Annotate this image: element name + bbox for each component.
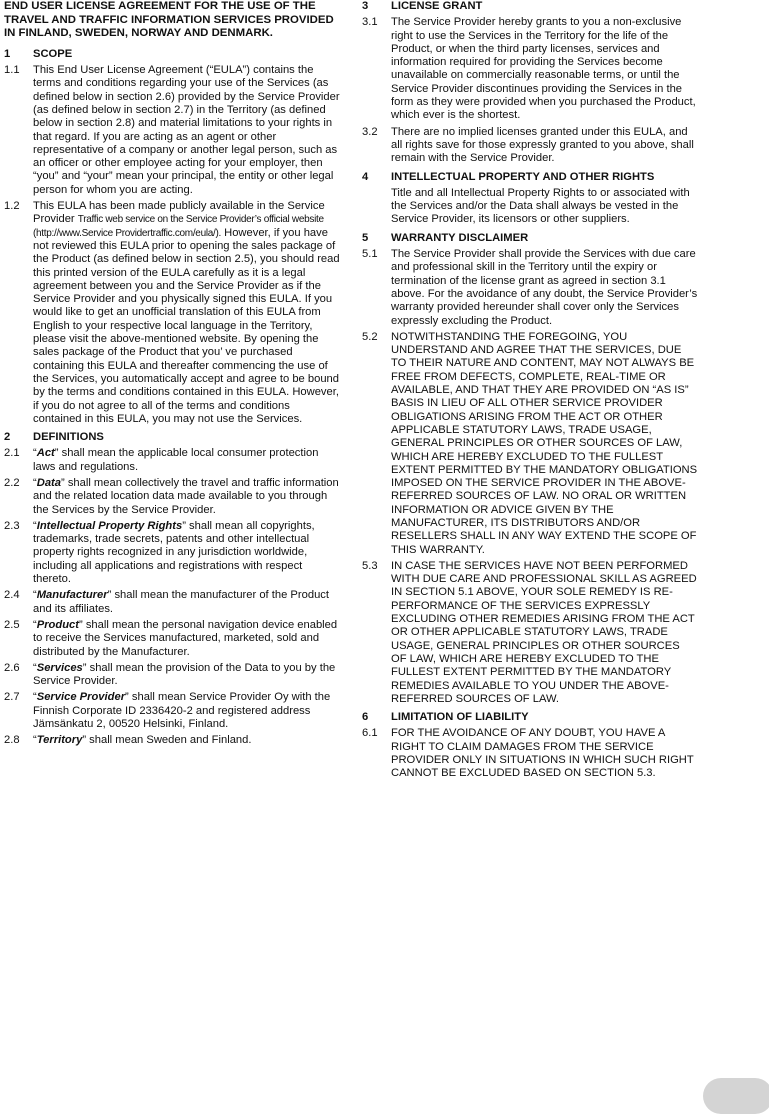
defined-term: Services [36,661,83,674]
condensed-text: Traffic web service on the Service Provider’s official website (http://www.Service Providertraffic.com/eula/). [33,214,324,239]
clause-5-2 [362,331,698,557]
section-title: SCOPE [33,47,73,60]
open-quote: “ [33,447,37,460]
section-number: 2 [4,431,11,444]
definition-body [33,477,340,517]
clause-number: 2.4 [4,589,20,602]
clause-text: This End User License Agreement (“EULA”) contains the terms and conditions regarding your use of the Services (as defined below in section 2.6) provided by the Service Provider (as defined below in section 2.7) in the Territory (as defined below in section 2.8) and material limitations to your rights in that regard. If you are acting as an agent or other representative of a company or another legal person, such as an officer or other employee acting for your employer, then “you” and “your” mean your principal, the entity or other legal person for whom you are acting. [33,64,340,196]
definition-body [33,589,340,616]
clause-number: 2.3 [4,519,20,532]
section-title: DEFINITIONS [33,431,104,444]
definition-service-provider [4,691,340,731]
definition-body [33,662,340,689]
clause-number: 6.1 [362,727,378,740]
clause-3-2 [362,126,698,166]
definition-text: ” shall mean the provision of the Data to you by the Service Provider. [33,661,336,688]
definition-text: ” shall mean collectively the travel and traffic information and the related location data made available to you through the Services by the Service Provider. [33,476,339,516]
definition-text: ” shall mean the personal navigation device enabled to receive the Services manufactured, marketed, sold and distributed by the Manufacturer. [33,618,338,658]
clause-number: 2.5 [4,618,20,631]
defined-term: Manufacturer [36,589,108,602]
clause-number: 3.1 [362,16,378,29]
definition-data [4,477,340,517]
definition-product [4,619,340,659]
right-column [362,0,698,784]
open-quote: “ [33,589,37,602]
clause-text: There are no implied licenses granted under this EULA, and all rights save for those expressly granted to you above, shall remain with the Service Provider. [391,125,694,165]
defined-term: Data [36,476,61,489]
open-quote: “ [33,618,37,631]
section-number: 5 [362,231,369,244]
clause-6-1 [362,727,698,780]
definition-text: ” shall mean Service Provider Oy with the Finnish Corporate ID 2336420-2 and registered address Jämsänkatu 2, 00520 Helsinki, Finland. [33,691,331,731]
clause-text: IN CASE THE SERVICES HAVE NOT BEEN PERFORMED WITH DUE CARE AND PROFESSIONAL SKILL AS AGREED IN SECTION 5.1 ABOVE, YOUR SOLE REMEDY IS RE-PERFORMANCE OF THE SERVICES EXPRESSLY EXCLUDING OTHER REMEDIES ARISING FROM THE ACT OR OTHER APPLICABLE STATUTORY LAWS, TRADE USAGE, GENERAL PRINCIPLES OR OTHER SOURCES OF LAW, WHICH ARE HEREBY EXCLUDED TO THE FULLEST EXTENT PERMITTED BY THE MANDATORY REMEDIES AVAILABLE TO YOU UNDER THE ABOVE-REFERRED SOURCES OF LAW. [391,559,697,705]
defined-term: Intellectual Property Rights [36,519,183,532]
clause-number: 3.2 [362,125,378,138]
clause-text: FOR THE AVOIDANCE OF ANY DOUBT, YOU HAVE A RIGHT TO CLAIM DAMAGES FROM THE SERVICE PROVIDER ONLY IN SITUATIONS IN WHICH SUCH RIGHT CANNOT BE EXCLUDED BASED ON SECTION 5.3. [391,727,694,780]
section-number: 6 [362,711,369,724]
clause-text: NOTWITHSTANDING THE FOREGOING, YOU UNDERSTAND AND AGREE THAT THE SERVICES, DUE TO THEIR NATURE AND CONTENT, MAY NOT ALWAYS BE FREE FROM DEFECTS, COMPLETE, REAL-TIME OR AVAILABLE, AND THAT THEY ARE PROVIDED ON “AS IS” BASIS IN LIEU OF ALL OTHER SERVICE PROVIDER OBLIGATIONS ARISING FROM THE ACT OR OTHER APPLICABLE STATUTORY LAWS, TRADE USAGE, GENERAL PRINCIPLES OR OTHER SOURCES OF LAW, WHICH ARE HEREBY EXCLUDED TO THE FULLEST EXTENT PERMITTED BY THE MANDATORY OBLIGATIONS IMPOSED ON THE SERVICE PROVIDER IN THE ABOVE-REFERRED SOURCES OF LAW. NO ORAL OR WRITTEN INFORMATION OR ADVICE GIVEN BY THE MANUFACTURER, ITS DISTRIBUTORS AND/OR RESELLERS SHALL IN ANY WAY EXTEND THE SCOPE OF THIS WARRANTY. [391,330,698,556]
clause-number: 2.6 [4,661,20,674]
definition-body [33,447,340,474]
page-number-badge [703,1078,769,1114]
left-column [4,0,340,751]
section-1-heading [4,48,340,61]
definition-text: ” shall mean all copyrights, trademarks, trade secrets, patents and other intellectual property rights recognized in any jurisdiction worldwide, including all applications and registrations with respect thereto. [33,519,315,586]
definition-text: ” shall mean Sweden and Finland. [82,734,252,747]
clause-text: The Service Provider hereby grants to you a non-exclusive right to use the Services in the Territory for the life of the Product, or when the third party licenses, services and information required for providing the Services become unavailable on commercially reasonable terms, or until the Service Provider discontinues providing the Services in the form as they were provided when you purchased the Product, which ever is the shortest. [391,16,696,122]
definition-services [4,662,340,689]
clause-1-1 [4,64,340,197]
definition-body [33,734,340,747]
definition-body [33,691,340,731]
clause-3-1 [362,16,698,122]
definition-text: ” shall mean the applicable local consumer protection laws and regulations. [33,447,319,473]
section-3-heading [362,0,698,13]
document-title: END USER LICENSE AGREEMENT FOR THE USE OF THE TRAVEL AND TRAFFIC INFORMATION SERVICES PROVIDED IN FINLAND, SWEDEN, NORWAY AND DENMARK. [4,0,334,40]
defined-term: Product [36,618,79,631]
open-quote: “ [33,476,37,489]
section-4-text: Title and all Intellectual Property Rights to or associated with the Services and/or the Data shall always be vested in the Service Provider, its licensors or other suppliers. [391,186,690,226]
definition-ip-rights [4,520,340,586]
clause-5-3 [362,560,698,706]
section-6-heading [362,711,698,724]
defined-term: Territory [36,734,83,747]
definition-text: ” shall mean the manufacturer of the Product and its affiliates. [33,589,329,615]
clause-number: 1.2 [4,200,20,213]
section-title: LIMITATION OF LIABILITY [391,711,529,724]
clause-5-1 [362,248,698,328]
section-title: LICENSE GRANT [391,0,483,12]
clause-text: The Service Provider shall provide the Services with due care and professional skill in the Territory until the expiry or termination of the license grant as agreed in section 3.1 above. For the avoidance of any doubt, the Service Provider’s warranty provided hereunder shall cover only the Services expressly excluding the Product. [391,248,698,327]
defined-term: Service Provider [36,691,126,704]
clause-number: 2.8 [4,734,20,747]
section-2-heading [4,431,340,444]
clause-number: 2.2 [4,476,20,489]
definition-body [33,619,340,659]
section-number: 1 [4,47,11,60]
section-4-heading [362,171,698,184]
section-title: WARRANTY DISCLAIMER [391,231,529,244]
clause-text: However, if you have not reviewed this EULA prior to opening the sales package of the Product (as defined below in section 2.5), you should read this printed version of the EULA carefully as it is a legal agreement between you and the Service Provider as if the Service Provider and you physically signed this EULA. If you would like to get an unofficial translation of this EULA from English to your respective local language in the Territory, please visit the above-mentioned website. By opening the sales package of the Product that you’ ve purchased containing this EULA and thereafter commencing the use of the Services, you automatically accept and agree to be bound by the terms and conditions contained in this EULA. However, if you do not agree to all of the terms and conditions contained in this EULA, you may not use the Services. [33,226,340,425]
clause-number: 5.2 [362,330,378,343]
definition-body [33,520,340,586]
clause-text: This EULA has been made publicly available in the Service Provider [33,200,325,226]
clause-number: 1.1 [4,64,20,77]
clause-number: 5.3 [362,559,378,572]
clause-body [33,200,340,426]
clause-number: 5.1 [362,248,378,261]
section-title: INTELLECTUAL PROPERTY AND OTHER RIGHTS [391,170,655,183]
clause-number: 2.7 [4,691,20,704]
open-quote: “ [33,519,37,532]
clause-number: 2.1 [4,447,20,460]
section-number: 3 [362,0,369,12]
open-quote: “ [33,691,37,704]
definition-manufacturer [4,589,340,616]
open-quote: “ [33,661,37,674]
definition-territory [4,734,340,747]
clause-1-2 [4,200,340,426]
open-quote: “ [33,734,37,747]
definition-act [4,447,340,474]
section-number: 4 [362,170,369,183]
section-5-heading [362,232,698,245]
defined-term: Act [36,447,55,460]
